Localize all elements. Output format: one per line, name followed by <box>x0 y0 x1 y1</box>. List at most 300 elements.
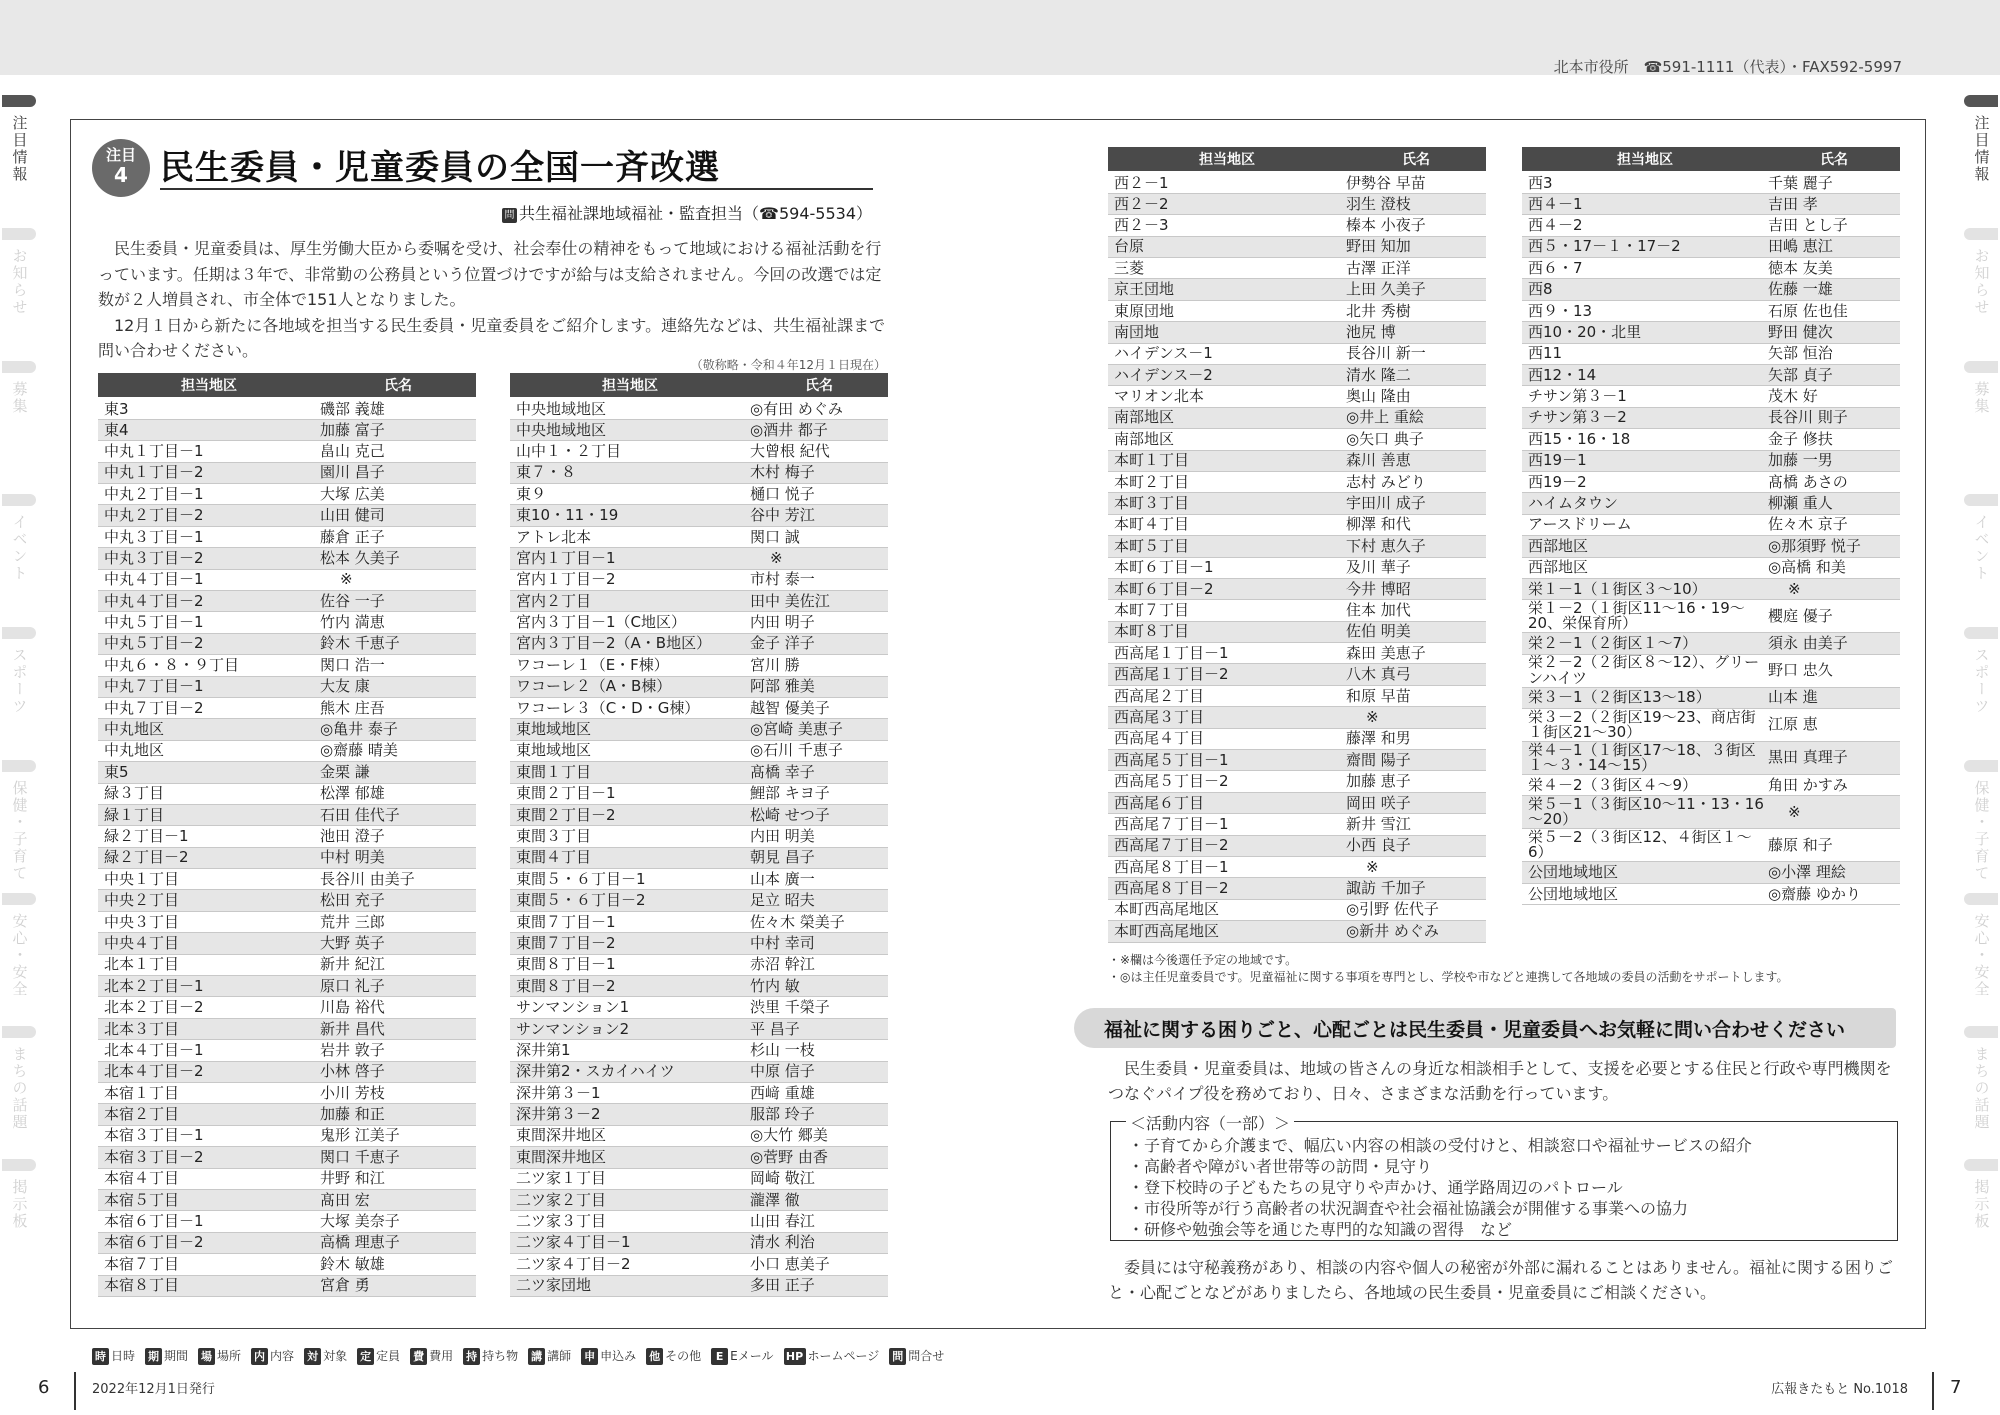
name-cell: 関口 浩一 <box>320 655 476 676</box>
column-header-area: 担当地区 <box>98 373 320 398</box>
consult-closing: 委員には守秘義務があり、相談の内容や個人の秘密が外部に漏れることはありません。福祉に関する困りごと・心配ごとなどがありましたら、各地域の民生委員・児童委員にご相談ください。 <box>1108 1258 1893 1302</box>
table-row <box>510 1254 888 1275</box>
area-cell: ワコーレ２（A・B棟） <box>510 676 750 697</box>
name-cell: ◎高橋 和美 <box>1768 557 1900 578</box>
name-cell: ◎酒井 都子 <box>750 419 888 440</box>
table-row <box>1108 322 1486 343</box>
area-cell: 南部地区 <box>1108 429 1346 450</box>
name-cell: ◎新井 めぐみ <box>1346 921 1486 942</box>
column-header-area: 担当地区 <box>1108 147 1346 172</box>
area-cell: 二ツ家４丁目－1 <box>510 1232 750 1253</box>
top-bar <box>0 0 2000 75</box>
table-row <box>1522 862 1900 883</box>
table-row <box>510 655 888 676</box>
name-cell: 松崎 せつ子 <box>750 804 888 825</box>
side-tab-board[interactable]: 掲示板 <box>2 1159 36 1289</box>
area-cell: ハイデンス－2 <box>1108 365 1346 386</box>
name-cell: 木村 梅子 <box>750 462 888 483</box>
area-cell: 東10・11・19 <box>510 505 750 526</box>
name-cell: 朝見 昌子 <box>750 847 888 868</box>
table-row <box>1522 300 1900 321</box>
name-cell: 市村 泰一 <box>750 569 888 590</box>
area-cell: 二ツ家１丁目 <box>510 1168 750 1189</box>
legend-mark-icon: 期 <box>145 1348 162 1365</box>
name-cell: 加藤 恵子 <box>1346 771 1486 792</box>
name-cell: 池尻 博 <box>1346 322 1486 343</box>
name-cell: 川島 裕代 <box>320 997 476 1018</box>
name-cell: 高橋 理恵子 <box>320 1232 476 1253</box>
area-cell: 西高尾１丁目－1 <box>1108 643 1346 664</box>
area-cell: 西3 <box>1522 172 1768 193</box>
area-cell: 三菱 <box>1108 258 1346 279</box>
area-cell: 本町６丁目－2 <box>1108 578 1346 599</box>
area-cell: 北本３丁目 <box>98 1018 320 1039</box>
name-cell: 野田 知加 <box>1346 236 1486 257</box>
name-cell: ◎井上 重絵 <box>1346 407 1486 428</box>
name-cell: 奥山 隆由 <box>1346 386 1486 407</box>
name-cell: 加藤 一男 <box>1768 450 1900 471</box>
side-tab-sports[interactable]: スポーツ <box>1964 627 1998 757</box>
area-cell: 本町６丁目－1 <box>1108 557 1346 578</box>
area-cell: 本町４丁目 <box>1108 514 1346 535</box>
area-cell: 西高尾７丁目－1 <box>1108 814 1346 835</box>
legend-label: 申込み <box>600 1349 637 1363</box>
title-underline <box>160 188 873 190</box>
table-row <box>98 484 476 505</box>
name-cell: ◎有田 めぐみ <box>750 398 888 419</box>
page-number-left: 6 <box>38 1377 50 1398</box>
side-tab-events[interactable]: イベント <box>2 494 36 624</box>
table-row <box>1522 215 1900 236</box>
name-cell: 大野 英子 <box>320 933 476 954</box>
area-cell: 中央３丁目 <box>98 911 320 932</box>
area-cell: 中央２丁目 <box>98 890 320 911</box>
table-row <box>1522 600 1900 633</box>
intro-paragraph: 12月１日から新たに各地域を担当する民生委員・児童委員をご紹介します。連絡先などは、共生福祉課まで問い合わせください。 <box>98 315 886 360</box>
name-cell: 野田 健次 <box>1768 322 1900 343</box>
area-cell: 本町２丁目 <box>1108 471 1346 492</box>
name-cell: 上田 久美子 <box>1346 279 1486 300</box>
area-cell: 公団地域地区 <box>1522 883 1768 904</box>
table-row <box>98 633 476 654</box>
table-row <box>98 976 476 997</box>
table-row <box>1522 578 1900 599</box>
area-cell: 宮内３丁目－1（C地区） <box>510 612 750 633</box>
legend-mark-icon: E <box>711 1348 728 1365</box>
name-cell: ※ <box>1346 707 1486 728</box>
name-cell: 古澤 正洋 <box>1346 258 1486 279</box>
name-cell: 櫻庭 優子 <box>1768 600 1900 633</box>
table-row <box>98 719 476 740</box>
name-cell: ※ <box>1768 578 1900 599</box>
side-tab-town-news[interactable]: まちの話題 <box>2 1026 36 1156</box>
side-tab-town-news[interactable]: まちの話題 <box>1964 1026 1998 1156</box>
table-row <box>510 847 888 868</box>
name-cell: 及川 華子 <box>1346 557 1486 578</box>
table-row <box>1522 236 1900 257</box>
table-row <box>1108 514 1486 535</box>
area-cell: 中丸２丁目－1 <box>98 484 320 505</box>
as-of-note: （敬称略・令和４年12月１日現在） <box>690 358 886 372</box>
table-row <box>510 762 888 783</box>
area-cell: 宮内１丁目－2 <box>510 569 750 590</box>
table-row <box>1108 279 1486 300</box>
consult-intro: 民生委員・児童委員は、地域の皆さんの身近な相談相手として、支援を必要とする住民と行政や専門機関をつなぐパイプ役を務めており、日々、さまざまな活動を行っています。 <box>1108 1059 1892 1103</box>
table-row <box>510 1275 888 1296</box>
area-cell: 東間８丁目－2 <box>510 976 750 997</box>
area-cell: 栄３－2（２街区19～23、商店街１街区21～30） <box>1522 709 1768 742</box>
table-row <box>510 933 888 954</box>
name-cell: 畠山 克己 <box>320 441 476 462</box>
table-row <box>98 804 476 825</box>
area-cell: 西12・14 <box>1522 365 1768 386</box>
table-row <box>510 740 888 761</box>
legend-label: 日時 <box>111 1349 136 1363</box>
name-cell: 佐谷 一子 <box>320 591 476 612</box>
page-divider-left <box>74 1372 76 1410</box>
table-row <box>1108 536 1486 557</box>
column-header-name: 氏名 <box>320 373 476 398</box>
name-cell: 赤沼 幹江 <box>750 954 888 975</box>
area-cell: 中丸１丁目－2 <box>98 462 320 483</box>
name-cell: 山本 廣一 <box>750 869 888 890</box>
area-cell: 西９・13 <box>1522 300 1768 321</box>
area-cell: 本町５丁目 <box>1108 536 1346 557</box>
name-cell: 羽生 澄枝 <box>1346 193 1486 214</box>
table-row <box>1108 750 1486 771</box>
name-cell: 大塚 美奈子 <box>320 1211 476 1232</box>
side-tab-safety[interactable]: 安心・安全 <box>1964 893 1998 1023</box>
area-cell: 本町３丁目 <box>1108 493 1346 514</box>
area-cell: 西高尾３丁目 <box>1108 707 1346 728</box>
name-cell: 松本 久美子 <box>320 548 476 569</box>
area-cell: 中丸３丁目－2 <box>98 548 320 569</box>
table-row <box>1522 829 1900 862</box>
area-cell: 中丸地区 <box>98 719 320 740</box>
name-cell: 榛本 小夜子 <box>1346 215 1486 236</box>
name-cell: ◎那須野 悦子 <box>1768 536 1900 557</box>
table-row <box>1522 796 1900 829</box>
legend-item <box>357 1349 400 1363</box>
table-row <box>510 697 888 718</box>
side-tab-events[interactable]: イベント <box>1964 494 1998 624</box>
side-tab-notices[interactable]: お知らせ <box>2 228 36 358</box>
table-row <box>98 1125 476 1146</box>
legend-item <box>528 1349 571 1363</box>
legend-label: 場所 <box>217 1349 242 1363</box>
legend-item <box>145 1349 188 1363</box>
area-cell: 本宿６丁目－1 <box>98 1211 320 1232</box>
name-cell: 森川 善恵 <box>1346 450 1486 471</box>
name-cell: ※ <box>320 569 476 590</box>
article-intro <box>98 236 888 364</box>
table-row <box>1108 835 1486 856</box>
table-row <box>98 441 476 462</box>
table-row <box>1108 578 1486 599</box>
name-cell: 岡崎 敬江 <box>750 1168 888 1189</box>
name-cell: 松澤 郁雄 <box>320 783 476 804</box>
table-row <box>1108 258 1486 279</box>
table-row <box>1108 557 1486 578</box>
table-row <box>1522 775 1900 796</box>
table-row <box>1522 742 1900 775</box>
name-cell: 関口 誠 <box>750 526 888 547</box>
area-cell: 本町西高尾地区 <box>1108 899 1346 920</box>
name-cell: 大塚 広美 <box>320 484 476 505</box>
area-cell: 東間２丁目－1 <box>510 783 750 804</box>
table-row <box>510 1211 888 1232</box>
note-line: ・※欄は今後選任予定の地域です。 <box>1108 953 1298 967</box>
name-cell: 山田 春江 <box>750 1211 888 1232</box>
area-cell: 中丸６・８・９丁目 <box>98 655 320 676</box>
name-cell: ◎矢口 典子 <box>1346 429 1486 450</box>
name-cell: 竹内 敏 <box>750 976 888 997</box>
table-row <box>1108 450 1486 471</box>
area-cell: 西４－1 <box>1522 193 1768 214</box>
side-tab-featured[interactable]: 注目情報 <box>2 95 36 225</box>
name-cell: 内田 明美 <box>750 826 888 847</box>
table-row <box>510 1018 888 1039</box>
table-row <box>98 569 476 590</box>
legend-mark-icon: 場 <box>198 1348 215 1365</box>
table-row <box>510 633 888 654</box>
area-cell: 緑３丁目 <box>98 783 320 804</box>
name-cell: ◎大竹 郷美 <box>750 1125 888 1146</box>
table-row <box>510 462 888 483</box>
name-cell: ◎齋藤 晴美 <box>320 740 476 761</box>
table-row <box>1108 621 1486 642</box>
table-row <box>510 1040 888 1061</box>
name-cell: ◎引野 佐代子 <box>1346 899 1486 920</box>
legend-item <box>304 1349 347 1363</box>
side-tab-recruitment[interactable]: 募集 <box>1964 361 1998 491</box>
area-cell: 北本２丁目－1 <box>98 976 320 997</box>
table-row <box>510 484 888 505</box>
table-row <box>1522 633 1900 654</box>
table-row <box>98 911 476 932</box>
roster-table-3 <box>1108 147 1486 943</box>
area-cell: ワコーレ３（C・D・G棟） <box>510 697 750 718</box>
area-cell: 西高尾７丁目－2 <box>1108 835 1346 856</box>
area-cell: 東間５・６丁目－2 <box>510 890 750 911</box>
table-row <box>98 1083 476 1104</box>
area-cell: 本宿１丁目 <box>98 1083 320 1104</box>
table-row <box>1108 857 1486 878</box>
area-cell: 栄４－1（１街区17～18、３街区１～３・14～15） <box>1522 742 1768 775</box>
table-row <box>1522 365 1900 386</box>
name-cell: 宮川 勝 <box>750 655 888 676</box>
table-row <box>1108 493 1486 514</box>
area-cell: 中央４丁目 <box>98 933 320 954</box>
area-cell: 本宿３丁目－2 <box>98 1147 320 1168</box>
name-cell: 山本 進 <box>1768 687 1900 708</box>
table-row <box>510 1147 888 1168</box>
area-cell: 本宿７丁目 <box>98 1254 320 1275</box>
legend-label: 対象 <box>323 1349 348 1363</box>
table-row <box>98 740 476 761</box>
area-cell: 栄１－1（１街区３～10） <box>1522 578 1768 599</box>
legend-item <box>581 1349 636 1363</box>
area-cell: 西高尾５丁目－2 <box>1108 771 1346 792</box>
legend-mark-icon: 他 <box>646 1348 663 1365</box>
side-tab-board[interactable]: 掲示板 <box>1964 1159 1998 1289</box>
area-cell: 栄５－2（３街区12、４街区１～6） <box>1522 829 1768 862</box>
area-cell: 東間５・６丁目－1 <box>510 869 750 890</box>
icon-legend <box>92 1347 954 1365</box>
area-cell: 西高尾６丁目 <box>1108 792 1346 813</box>
area-cell: 中丸７丁目－2 <box>98 697 320 718</box>
area-cell: 東3 <box>98 398 320 419</box>
activity-item: ・ 市役所等が行う高齢者の状況調査や社会福祉協議会が開催する事業への協力 <box>1128 1198 1752 1219</box>
name-cell: 下村 恵久子 <box>1346 536 1486 557</box>
table-row <box>510 569 888 590</box>
area-cell: 二ツ家４丁目－2 <box>510 1254 750 1275</box>
table-row <box>98 826 476 847</box>
legend-mark-icon: 問 <box>889 1348 906 1365</box>
legend-label: Eメール <box>730 1349 774 1363</box>
side-tab-health[interactable]: 保健・子育て <box>2 760 36 890</box>
side-tab-sports[interactable]: スポーツ <box>2 627 36 757</box>
table-row <box>1522 429 1900 450</box>
table-row <box>510 419 888 440</box>
table-row <box>98 1275 476 1296</box>
area-cell: 西２－3 <box>1108 215 1346 236</box>
area-cell: 栄２－2（２街区８～12）、グリーンハイツ <box>1522 654 1768 687</box>
table-row <box>1108 343 1486 364</box>
name-cell: 矢部 恒治 <box>1768 343 1900 364</box>
side-tab-health[interactable]: 保健・子育て <box>1964 760 1998 890</box>
side-tab-featured[interactable]: 注目情報 <box>1964 95 1998 225</box>
name-cell: 石田 佳代子 <box>320 804 476 825</box>
name-cell: 新井 紀江 <box>320 954 476 975</box>
area-cell: 山中１・２丁目 <box>510 441 750 462</box>
table-row <box>1522 450 1900 471</box>
table-row <box>98 783 476 804</box>
table-row <box>510 612 888 633</box>
table-row <box>510 719 888 740</box>
name-cell: 田嶋 恵江 <box>1768 236 1900 257</box>
name-cell: 宮倉 勇 <box>320 1275 476 1296</box>
table-row <box>1108 921 1486 942</box>
legend-item <box>198 1349 241 1363</box>
table-row <box>1522 709 1900 742</box>
area-cell: チサン第３－1 <box>1522 386 1768 407</box>
side-tab-notices[interactable]: お知らせ <box>1964 228 1998 358</box>
article-contact: 問 共生福祉課地域福祉・監査担当（☎594-5534） <box>502 201 872 224</box>
name-cell: 新井 昌代 <box>320 1018 476 1039</box>
name-cell: 足立 昭夫 <box>750 890 888 911</box>
name-cell: 井野 和江 <box>320 1168 476 1189</box>
side-tab-safety[interactable]: 安心・安全 <box>2 893 36 1023</box>
area-cell: サンマンション2 <box>510 1018 750 1039</box>
name-cell: 新井 雪江 <box>1346 814 1486 835</box>
name-cell: 千葉 麗子 <box>1768 172 1900 193</box>
area-cell: 東原団地 <box>1108 300 1346 321</box>
table-row <box>98 505 476 526</box>
table-row <box>98 697 476 718</box>
legend-item <box>646 1349 701 1363</box>
area-cell: 南団地 <box>1108 322 1346 343</box>
name-cell: 齋間 陽子 <box>1346 750 1486 771</box>
table-row <box>1108 878 1486 899</box>
table-row <box>98 762 476 783</box>
name-cell: 谷中 芳江 <box>750 505 888 526</box>
table-row <box>98 933 476 954</box>
table-row <box>510 1125 888 1146</box>
area-cell: 東間７丁目－1 <box>510 911 750 932</box>
area-cell: 栄４－2（３街区４～9） <box>1522 775 1768 796</box>
area-cell: アースドリーム <box>1522 514 1768 535</box>
note-line: ・◎は主任児童委員です。児童福祉に関する事項を専門とし、学校や市などと連携して各地域の委員の活動をサポートします。 <box>1108 970 1789 984</box>
side-nav-right <box>1964 95 1998 1292</box>
activity-item: ・ 高齢者や障がい者世帯等の訪問・見守り <box>1128 1156 1752 1177</box>
table-row <box>510 1168 888 1189</box>
side-tab-recruitment[interactable]: 募集 <box>2 361 36 491</box>
table-row <box>98 419 476 440</box>
column-header-area: 担当地区 <box>510 373 750 398</box>
name-cell: 竹内 満恵 <box>320 612 476 633</box>
table-row <box>1522 883 1900 904</box>
legend-item <box>784 1349 880 1363</box>
table-row <box>1108 471 1486 492</box>
table-row <box>98 1189 476 1210</box>
name-cell: ◎菅野 由香 <box>750 1147 888 1168</box>
activity-item: ・ 研修や勉強会等を通じた専門的な知識の習得 など <box>1128 1219 1752 1240</box>
name-cell: ※ <box>750 548 888 569</box>
area-cell: 本宿２丁目 <box>98 1104 320 1125</box>
name-cell: 加藤 富子 <box>320 419 476 440</box>
area-cell: 西２－1 <box>1108 172 1346 193</box>
issue-date: 2022年12月1日発行 <box>92 1382 215 1397</box>
name-cell: 藤澤 和男 <box>1346 728 1486 749</box>
area-cell: 東間３丁目 <box>510 826 750 847</box>
area-cell: マリオン北本 <box>1108 386 1346 407</box>
table-row <box>1108 172 1486 193</box>
table-row <box>510 676 888 697</box>
area-cell: 栄２－1（２街区１～7） <box>1522 633 1768 654</box>
area-cell: 東間８丁目－1 <box>510 954 750 975</box>
area-cell: 深井第３－1 <box>510 1083 750 1104</box>
activity-item: ・ 子育てから介護まで、幅広い内容の相談の受付けと、相談窓口や福祉サービスの紹介 <box>1128 1135 1752 1156</box>
table-row <box>98 1147 476 1168</box>
table-row <box>510 997 888 1018</box>
table-notes <box>1108 952 1789 986</box>
table-row <box>510 783 888 804</box>
table-row <box>510 890 888 911</box>
area-cell: 本宿８丁目 <box>98 1275 320 1296</box>
table-row <box>510 826 888 847</box>
area-cell: 中央１丁目 <box>98 869 320 890</box>
name-cell: 黒田 真理子 <box>1768 742 1900 775</box>
name-cell: 小口 恵美子 <box>750 1254 888 1275</box>
name-cell: 杉山 一枝 <box>750 1040 888 1061</box>
area-cell: 二ツ家３丁目 <box>510 1211 750 1232</box>
area-cell: 中央地域地区 <box>510 398 750 419</box>
table-row <box>98 398 476 419</box>
name-cell: 住本 加代 <box>1346 600 1486 621</box>
activities-title: ＜活動内容（一部）＞ <box>1126 1111 1294 1134</box>
area-cell: 東間４丁目 <box>510 847 750 868</box>
name-cell: 西﨑 重雄 <box>750 1083 888 1104</box>
table-row <box>1108 707 1486 728</box>
table-row <box>510 804 888 825</box>
name-cell: 吉田 孝 <box>1768 193 1900 214</box>
area-cell: 本町７丁目 <box>1108 600 1346 621</box>
table-row <box>510 1083 888 1104</box>
table-row <box>1522 471 1900 492</box>
area-cell: 東７・８ <box>510 462 750 483</box>
legend-label: 費用 <box>429 1349 454 1363</box>
